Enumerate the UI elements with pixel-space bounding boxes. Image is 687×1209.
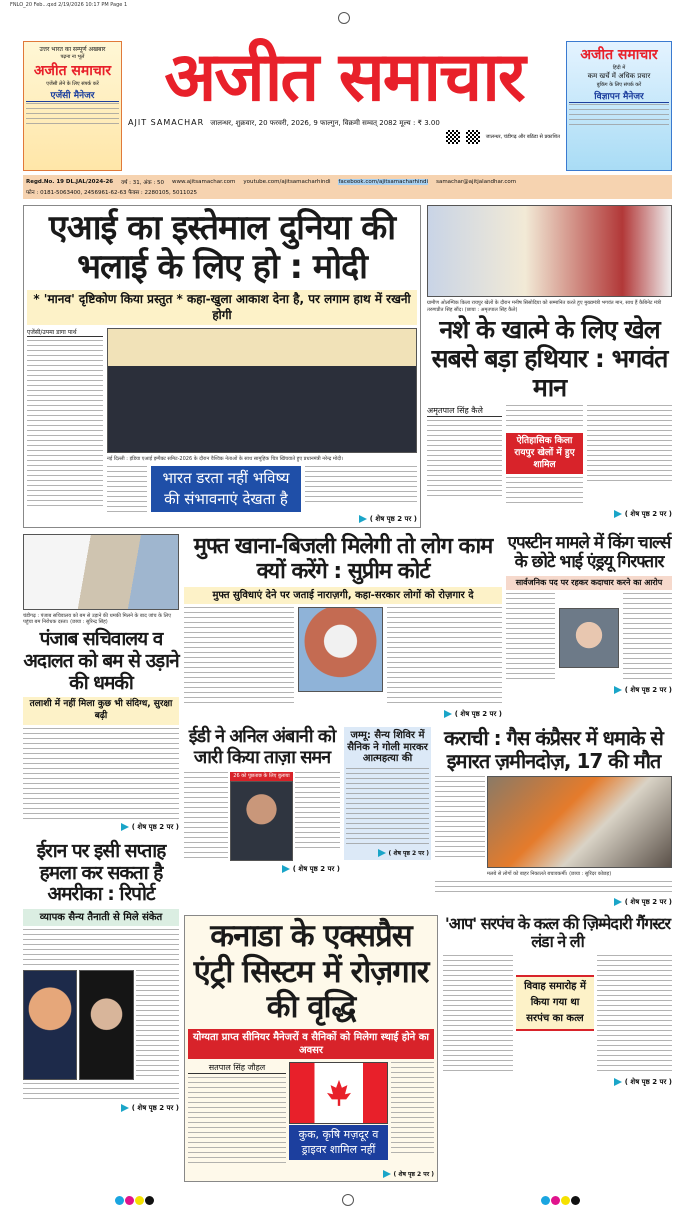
left-ad-title: एजेंसी मैनेजर: [26, 88, 119, 102]
info-bar: [23, 175, 672, 199]
right-ad-line3: बुकिंग के लिए संपर्क करें: [596, 82, 642, 88]
canada-body-text: [188, 1077, 286, 1167]
epstein-body-text: [623, 593, 672, 683]
lead-caption: नई दिल्ली : इंडिया एआई इम्पैक्ट समिट-2026 के दौरान वैश्विक नेताओं के साथ सामूहिक चित्र खिंचवाते हुए प्रधानमंत्री नरेन्द्र मोदी।: [107, 456, 344, 463]
regd-number: Regd.No. 19 DL.JAL/2024-26: [26, 179, 114, 185]
left-ad-line2: पढ़ना ना भूलें: [60, 54, 85, 60]
bottom-registration: [23, 1190, 672, 1209]
court-body-text: [387, 607, 502, 707]
header: [23, 38, 672, 171]
karachi-headline: कराची : गैस कंप्रैसर में धमाके से इमारत ज़मीनदोज़, 17 की मौत: [444, 726, 663, 774]
color-registration-dots-icon: [541, 1190, 581, 1209]
iran-body-text: [23, 1083, 179, 1101]
mann-body-text: [427, 420, 502, 500]
mann-headline: नशे के खात्मे के लिए खेल सबसे बड़ा हथियार : भगवंत मान: [431, 315, 668, 402]
epstein-continued-link[interactable]: ( शेष पृष्ठ 2 पर ): [614, 686, 672, 695]
jammu-box: [344, 727, 431, 860]
mann-photo: [427, 205, 672, 297]
print-strip: FNLO_20 Feb...qxd 2/19/2026 10:17 PM Page 1: [10, 2, 128, 8]
karachi-continued-link[interactable]: ( शेष पृष्ठ 2 पर ): [614, 898, 672, 907]
lead-headline: एआई का इस्तेमाल दुनिया की भलाई के लिए हो : मोदी: [48, 208, 396, 288]
trump-photo: [23, 970, 77, 1080]
lead-continued-link[interactable]: ( शेष पृष्ठ 2 पर ): [359, 515, 417, 524]
epstein-headline: एपस्टीन मामले में किंग चार्ल्स के छोटे भाई एंड्रयू गिरफ्तार: [507, 532, 671, 573]
left-ad-brand: अजीत समाचार: [33, 63, 112, 79]
mann-inset: ऐतिहासिक किला रायपुर खेलों में हुए शामिल: [506, 433, 583, 474]
epstein-subhead: सार्वजनिक पद पर रहकर कदाचार करने का आरोप: [506, 576, 672, 590]
ed-body-text: [184, 772, 228, 862]
iran-body-text: [23, 929, 179, 967]
iran-continued-link[interactable]: ( शेष पृष्ठ 2 पर ): [121, 1104, 179, 1113]
youtube-link[interactable]: youtube.com/ajitsamacharhindi: [243, 179, 331, 185]
karachi-caption: मलबे से लोगों को बाहर निकालते बचावकर्मी। (छाया : सुरिंदर कोछड़): [487, 871, 612, 878]
mann-photo-credit: (छाया : अमृतपाल सिंह कैले): [464, 306, 518, 313]
jammu-headline: जम्मू: सैन्य शिविर में सैनिक ने गोली मारकर आत्महत्या की: [347, 730, 428, 765]
epstein-story: [506, 534, 672, 695]
supreme-court-photo: [298, 607, 383, 692]
left-ad-box: [23, 41, 122, 171]
karachi-story: [435, 727, 672, 907]
phone: फोन : 0181-5063400, 2456961-62-63 फैक्स : 2280105, 5011025: [26, 190, 198, 196]
aap-body-text: [443, 955, 513, 1075]
left-ad-contact: [26, 103, 119, 125]
aap-inset: विवाह समारोह में किया गया था सरपंच का कत्ल: [516, 975, 594, 1031]
mann-story: [427, 205, 672, 519]
bomb-body-text: [23, 728, 179, 820]
karachi-rescue-photo: [487, 776, 672, 868]
mann-caption: [427, 300, 672, 313]
court-body-text: [184, 607, 294, 707]
canada-headline: कनाडा के एक्सप्रैस एंट्री सिस्टम में रोज़गार की वृद्धि: [193, 917, 429, 1026]
canada-body-text: [391, 1062, 434, 1154]
mann-body-text: [506, 477, 583, 507]
registration-mark-icon: [338, 12, 350, 24]
karachi-body-text: [435, 881, 672, 895]
jammu-body-text: [346, 768, 429, 846]
aap-headline: 'आप' सरपंच के कत्ल की ज़िम्मेदारी गैंगस्टर लंडा ने ली: [444, 913, 671, 952]
lead-subhead: * 'मानव' दृष्टिकोण किया प्रस्तुत * कहा-खुला आकाश देना है, पर लगाम हाथ में रखनी होगी: [27, 290, 417, 325]
right-ad-line2: कम खर्चे में अधिक प्रचार: [587, 72, 651, 80]
epstein-body-text: [506, 593, 555, 683]
email-link[interactable]: samachar@ajitjalandhar.com: [436, 179, 517, 185]
dateline: जालन्धर, शुक्रवार, 20 फरवरी, 2026, 9 फाल्गुन, विक्रमी सम्वत् 2082 मूल्य : ₹ 3.00: [210, 118, 440, 127]
right-ad-title: विज्ञापन मैनेजर: [569, 89, 669, 103]
bomb-subhead: तलाशी में नहीं मिला कुछ भी संदिग्ध, सुरक्षा बढ़ी: [23, 697, 179, 724]
court-continued-link[interactable]: ( शेष पृष्ठ 2 पर ): [444, 710, 502, 719]
khamenei-photo: [79, 970, 134, 1080]
andrew-photo: [559, 608, 619, 668]
court-subhead: मुफ्त सुविधाएं देने पर जताई नाराज़गी, कहा-सरकार लोगों को रोज़गार दे: [184, 587, 502, 604]
lead-story: [23, 205, 421, 528]
court-headline: मुफ्त खाना-बिजली मिलेगी तो लोग काम क्यों करेंगे : सुप्रीम कोर्ट: [193, 533, 493, 585]
right-ad-line1: हिंदी में: [612, 65, 626, 71]
volume: वर्ष : 31, अंक : 50: [121, 180, 164, 186]
ed-story: [184, 727, 340, 873]
canada-byline: सतपाल सिंह जौहल: [188, 1062, 286, 1074]
lead-body-text: [107, 466, 147, 512]
canada-inset: कुक, कृषि मज़दूर व ड्राइवर शामिल नहीं: [289, 1125, 388, 1160]
bomb-squad-photo: [23, 534, 179, 610]
canada-box: [184, 915, 438, 1182]
canada-flag-icon: [289, 1062, 388, 1124]
iran-body-text: [136, 970, 179, 1080]
mann-caption-text: ग्रामीण ओलम्पिक किला रायपुर खेलों के दौरान मनीष सिसोदिया को सम्मानित करते हुए मुख्यमंत्री भगवंत मान, साथ हैं कैबिनेट मंत्री तरुणप्रीत सिंह सौंद।: [427, 300, 662, 313]
iran-subhead: व्यापक सैन्य तैनाती से मिले संकेत: [23, 909, 179, 926]
right-ad-contact: [569, 104, 669, 126]
lower-section: [23, 534, 672, 1183]
mann-body-text: [506, 405, 583, 430]
aap-story: [443, 915, 672, 1087]
mann-byline: अमृतपाल सिंह कैले: [427, 405, 502, 417]
anil-ambani-photo: [230, 781, 293, 861]
lead-body-text: [305, 466, 417, 502]
facebook-link[interactable]: facebook.com/ajitsamacharhindi: [338, 179, 429, 185]
aap-continued-link[interactable]: ( शेष पृष्ठ 2 पर ): [614, 1078, 672, 1087]
canada-banner: योग्यता प्राप्त सीनियर मैनेजरों व सैनिकों को मिलेगा स्थाई होने का अवसर: [188, 1029, 434, 1059]
top-section: [23, 205, 672, 528]
masthead: [128, 38, 560, 144]
right-columns: [184, 534, 672, 1183]
registration-mark-icon: [342, 1194, 354, 1206]
qr-code-icon: [446, 130, 460, 144]
right-ad-brand: अजीत समाचार: [580, 47, 658, 63]
ed-headline: ईडी ने अनिल अंबानी को जारी किया ताज़ा समन: [188, 726, 336, 769]
published-from: जालन्धर, चंडीगढ़ और बठिंडा से प्रकाशित: [485, 133, 560, 140]
right-ad-box: [566, 41, 672, 171]
aap-body-text: [597, 955, 672, 1075]
left-column: [23, 534, 179, 1113]
color-registration-dots-icon: [115, 1190, 155, 1209]
bomb-continued-link[interactable]: ( शेष पृष्ठ 2 पर ): [121, 823, 179, 832]
lead-body-text: [27, 340, 103, 510]
masthead-title: अजीत समाचार: [164, 38, 524, 117]
mann-body-text: [587, 405, 672, 485]
lead-byline: एजेंसी/उपमा डागा पार्थ: [27, 328, 103, 337]
left-ad-line1: उत्तर भारत का सम्पूर्ण अखबार: [39, 46, 106, 53]
mann-continued-link[interactable]: ( शेष पृष्ठ 2 पर ): [614, 510, 672, 519]
court-story: [184, 534, 502, 720]
ed-body-text: [295, 772, 340, 852]
bomb-caption: चंडीगढ़ : पंजाब सचिवालय को बम से उड़ाने की धमकी मिलने के बाद जांच के लिए पहुंचा बम निरोधक दस्ता। (छाया : सुरिन्द्र सिंह): [23, 612, 171, 626]
ed-photo-label: 26 को पूछताछ के लिए बुलाया: [230, 772, 293, 781]
ed-continued-link[interactable]: ( शेष पृष्ठ 2 पर ): [282, 865, 340, 874]
jammu-continued-link[interactable]: ( शेष पृष्ठ 2 पर ): [378, 849, 429, 858]
karachi-body-text: [435, 776, 485, 860]
left-ad-line3: एजेंसी लेने के लिए संपर्क करें: [46, 81, 99, 87]
lead-photo: [107, 328, 417, 453]
website-link[interactable]: www.ajitsamachar.com: [171, 179, 236, 185]
canada-continued-link[interactable]: ( शेष पृष्ठ 2 पर ): [383, 1170, 434, 1179]
bomb-headline: पंजाब सचिवालय व अदालत को बम से उड़ाने की धमकी: [23, 627, 179, 694]
masthead-latin: AJIT SAMACHAR: [128, 117, 205, 127]
iran-headline: ईरान पर इसी सप्ताह हमला कर सकता है अमरीका : रिपोर्ट: [36, 839, 166, 906]
lead-quote: भारत डरता नहीं भविष्य की संभावनाएं देखता है: [151, 466, 301, 512]
qr-code-icon: [466, 130, 480, 144]
